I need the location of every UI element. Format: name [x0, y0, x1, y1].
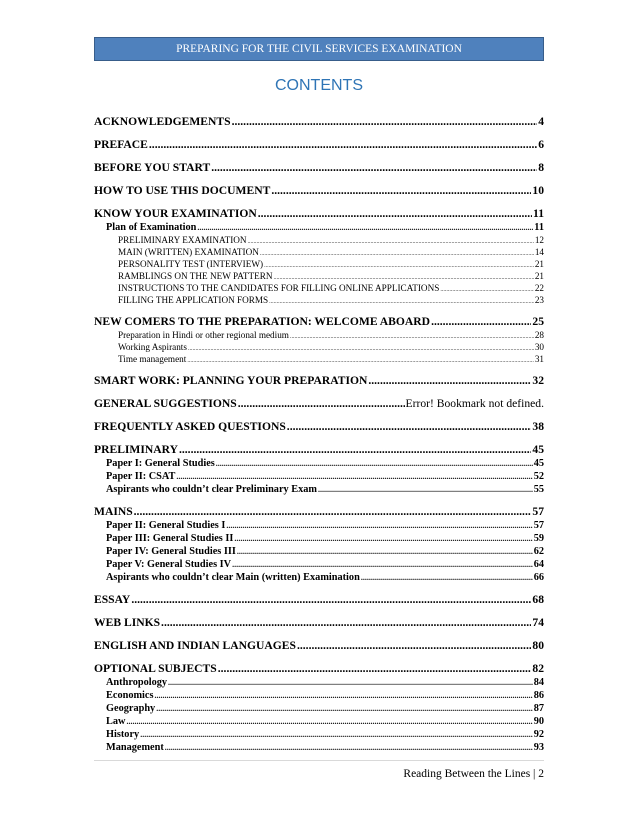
toc-entry-page: 86 — [533, 690, 544, 701]
toc-dot-leader — [258, 206, 532, 221]
footer-divider — [94, 760, 544, 761]
toc-entry-title: GENERAL SUGGESTIONS — [94, 397, 237, 410]
contents-heading: CONTENTS — [275, 77, 363, 94]
toc-entry-title: WEB LINKS — [94, 616, 161, 629]
toc-entry[interactable] — [94, 741, 544, 754]
toc-entry-title: Geography — [106, 703, 156, 714]
toc-dot-leader — [218, 661, 532, 676]
toc-entry[interactable] — [94, 419, 544, 434]
running-header-title: PREPARING FOR THE CIVIL SERVICES EXAMINATION — [176, 43, 462, 55]
toc-dot-leader — [287, 419, 532, 434]
toc-entry[interactable] — [94, 728, 544, 741]
toc-entry-page: 38 — [532, 420, 544, 433]
toc-entry-page: 74 — [532, 616, 544, 629]
toc-entry[interactable] — [94, 270, 544, 282]
toc-entry-page: 55 — [533, 484, 544, 495]
toc-entry-page: 22 — [534, 283, 544, 293]
toc-dot-leader — [216, 457, 533, 470]
toc-entry-title: Paper IV: General Studies III — [106, 546, 236, 557]
toc-entry-title: FILLING THE APPLICATION FORMS — [118, 295, 269, 305]
toc-entry-page: 6 — [538, 138, 544, 151]
toc-entry-title: INSTRUCTIONS TO THE CANDIDATES FOR FILLING ONLINE APPLICATIONS — [118, 283, 440, 293]
toc-entry-page: 14 — [534, 247, 544, 257]
toc-entry-page: 45 — [533, 458, 544, 469]
toc-entry-page: 57 — [532, 505, 544, 518]
page-footer: Reading Between the Lines | 2 — [403, 768, 544, 780]
toc-entry-title: Paper I: General Studies — [106, 458, 215, 469]
toc-dot-leader — [234, 532, 532, 545]
toc-entry-title: PRELIMINARY EXAMINATION — [118, 235, 247, 245]
toc-dot-leader — [232, 114, 538, 129]
toc-entry-title: Paper II: CSAT — [106, 471, 176, 482]
toc-entry[interactable] — [94, 592, 544, 607]
toc-entry-title: HOW TO USE THIS DOCUMENT — [94, 184, 271, 197]
toc-entry-title: Economics — [106, 690, 154, 701]
toc-dot-leader — [140, 728, 533, 741]
toc-entry-title: Preparation in Hindi or other regional medium — [118, 330, 289, 340]
toc-entry-title: PRELIMINARY — [94, 443, 178, 456]
toc-dot-leader — [271, 183, 531, 198]
toc-entry-page: 57 — [533, 520, 544, 531]
toc-entry[interactable] — [94, 329, 544, 341]
toc-entry-page: 87 — [533, 703, 544, 714]
toc-dot-leader — [165, 741, 533, 754]
running-header — [94, 37, 544, 61]
toc-entry[interactable] — [94, 137, 544, 152]
toc-entry-page: 93 — [533, 742, 544, 753]
toc-entry-title: Anthropology — [106, 677, 168, 688]
toc-entry-page: 64 — [533, 559, 544, 570]
toc-dot-leader — [318, 483, 533, 496]
toc-entry-title: ESSAY — [94, 593, 131, 606]
toc-entry-title: SMART WORK: PLANNING YOUR PREPARATION — [94, 374, 368, 387]
toc-entry-page: 30 — [534, 342, 544, 352]
toc-entry-page: Error! Bookmark not defined. — [405, 397, 544, 410]
toc-entry-title: MAIN (WRITTEN) EXAMINATION — [118, 247, 259, 257]
toc-entry[interactable] — [94, 206, 544, 221]
toc-entry[interactable] — [94, 183, 544, 198]
toc-entry[interactable] — [94, 483, 544, 496]
toc-entry-title: BEFORE YOU START — [94, 161, 211, 174]
toc-entry[interactable] — [94, 470, 544, 483]
toc-entry[interactable] — [94, 373, 544, 388]
toc-entry-page: 11 — [533, 207, 544, 220]
toc-entry-title: RAMBLINGS ON THE NEW PATTERN — [118, 271, 273, 281]
toc-entry-page: 68 — [532, 593, 544, 606]
toc-entry-page: 92 — [533, 729, 544, 740]
toc-entry-title: NEW COMERS TO THE PREPARATION: WELCOME ABOARD — [94, 315, 431, 328]
toc-entry-page: 31 — [534, 354, 544, 364]
toc-entry[interactable] — [94, 558, 544, 571]
toc-entry[interactable] — [94, 689, 544, 702]
toc-entry-page: 25 — [532, 315, 544, 328]
toc-entry-title: Paper V: General Studies IV — [106, 559, 232, 570]
toc-entry[interactable] — [94, 571, 544, 584]
toc-dot-leader — [154, 689, 532, 702]
toc-entry[interactable] — [94, 246, 544, 258]
toc-entry-title: Paper II: General Studies I — [106, 520, 226, 531]
toc-entry-page: 32 — [532, 374, 544, 387]
toc-dot-leader — [179, 442, 531, 457]
toc-entry-page: 4 — [538, 115, 544, 128]
toc-entry[interactable] — [94, 160, 544, 175]
toc-dot-leader — [197, 221, 533, 234]
toc-entry[interactable] — [94, 504, 544, 519]
toc-entry-title: ACKNOWLEDGEMENTS — [94, 115, 231, 128]
toc-entry[interactable] — [94, 314, 544, 329]
toc-entry[interactable] — [94, 702, 544, 715]
toc-entry[interactable] — [94, 638, 544, 653]
toc-entry-title: Working Aspirants — [118, 342, 187, 352]
table-of-contents — [94, 114, 544, 754]
toc-entry-title: PREFACE — [94, 138, 148, 151]
toc-entry-page: 90 — [533, 716, 544, 727]
toc-dot-leader — [238, 396, 405, 411]
toc-dot-leader — [149, 137, 537, 152]
toc-entry[interactable] — [94, 615, 544, 630]
toc-dot-leader — [126, 715, 532, 728]
toc-entry[interactable] — [94, 294, 544, 306]
toc-entry[interactable] — [94, 258, 544, 270]
toc-dot-leader — [232, 558, 533, 571]
toc-dot-leader — [226, 519, 532, 532]
toc-entry[interactable] — [94, 341, 544, 353]
toc-entry[interactable] — [94, 442, 544, 457]
toc-entry-title: PERSONALITY TEST (INTERVIEW) — [118, 259, 264, 269]
toc-entry[interactable] — [94, 114, 544, 129]
toc-entry[interactable] — [94, 396, 544, 411]
toc-entry-title: Management — [106, 742, 164, 753]
toc-entry[interactable] — [94, 519, 544, 532]
toc-entry-page: 21 — [534, 271, 544, 281]
toc-entry-page: 11 — [534, 222, 544, 233]
toc-entry-page: 21 — [534, 259, 544, 269]
toc-dot-leader — [168, 676, 533, 689]
toc-entry-page: 12 — [534, 235, 544, 245]
toc-entry-page: 66 — [533, 572, 544, 583]
toc-dot-leader — [431, 314, 531, 329]
toc-entry-page: 59 — [533, 533, 544, 544]
toc-entry-title: Time management — [118, 354, 187, 364]
toc-entry-page: 80 — [532, 639, 544, 652]
toc-entry-title: OPTIONAL SUBJECTS — [94, 662, 217, 675]
toc-entry-page: 82 — [532, 662, 544, 675]
toc-dot-leader — [156, 702, 533, 715]
toc-dot-leader — [134, 504, 532, 519]
toc-entry-page: 28 — [534, 330, 544, 340]
toc-entry-page: 45 — [532, 443, 544, 456]
toc-entry-title: Paper III: General Studies II — [106, 533, 234, 544]
toc-entry[interactable] — [94, 532, 544, 545]
toc-entry[interactable] — [94, 715, 544, 728]
toc-dot-leader — [176, 470, 532, 483]
toc-entry-title: History — [106, 729, 140, 740]
toc-entry[interactable] — [94, 676, 544, 689]
toc-entry[interactable] — [94, 457, 544, 470]
toc-entry[interactable] — [94, 353, 544, 365]
toc-dot-leader — [237, 545, 533, 558]
toc-dot-leader — [368, 373, 531, 388]
toc-dot-leader — [187, 353, 534, 367]
toc-entry-page: 84 — [533, 677, 544, 688]
toc-entry[interactable] — [94, 221, 544, 234]
toc-entry-title: ENGLISH AND INDIAN LANGUAGES — [94, 639, 296, 652]
toc-entry-title: Plan of Examination — [106, 222, 197, 233]
toc-entry-page: 10 — [532, 184, 544, 197]
toc-entry-page: 23 — [534, 295, 544, 305]
toc-entry-title: KNOW YOUR EXAMINATION — [94, 207, 257, 220]
toc-dot-leader — [297, 638, 531, 653]
toc-entry-title: FREQUENTLY ASKED QUESTIONS — [94, 420, 286, 433]
toc-entry-title: MAINS — [94, 505, 133, 518]
toc-entry-page: 52 — [533, 471, 544, 482]
toc-entry-title: Law — [106, 716, 126, 727]
toc-dot-leader — [211, 160, 537, 175]
toc-dot-leader — [161, 615, 531, 630]
toc-entry-page: 62 — [533, 546, 544, 557]
toc-entry[interactable] — [94, 282, 544, 294]
toc-entry[interactable] — [94, 545, 544, 558]
toc-dot-leader — [361, 571, 533, 584]
toc-entry[interactable] — [94, 661, 544, 676]
toc-entry-title: Aspirants who couldn’t clear Preliminary Exam — [106, 484, 317, 495]
toc-entry[interactable] — [94, 234, 544, 246]
toc-dot-leader — [269, 294, 534, 308]
toc-entry-page: 8 — [538, 161, 544, 174]
toc-entry-title: Aspirants who couldn’t clear Main (written) Examination — [106, 572, 360, 583]
toc-dot-leader — [131, 592, 531, 607]
